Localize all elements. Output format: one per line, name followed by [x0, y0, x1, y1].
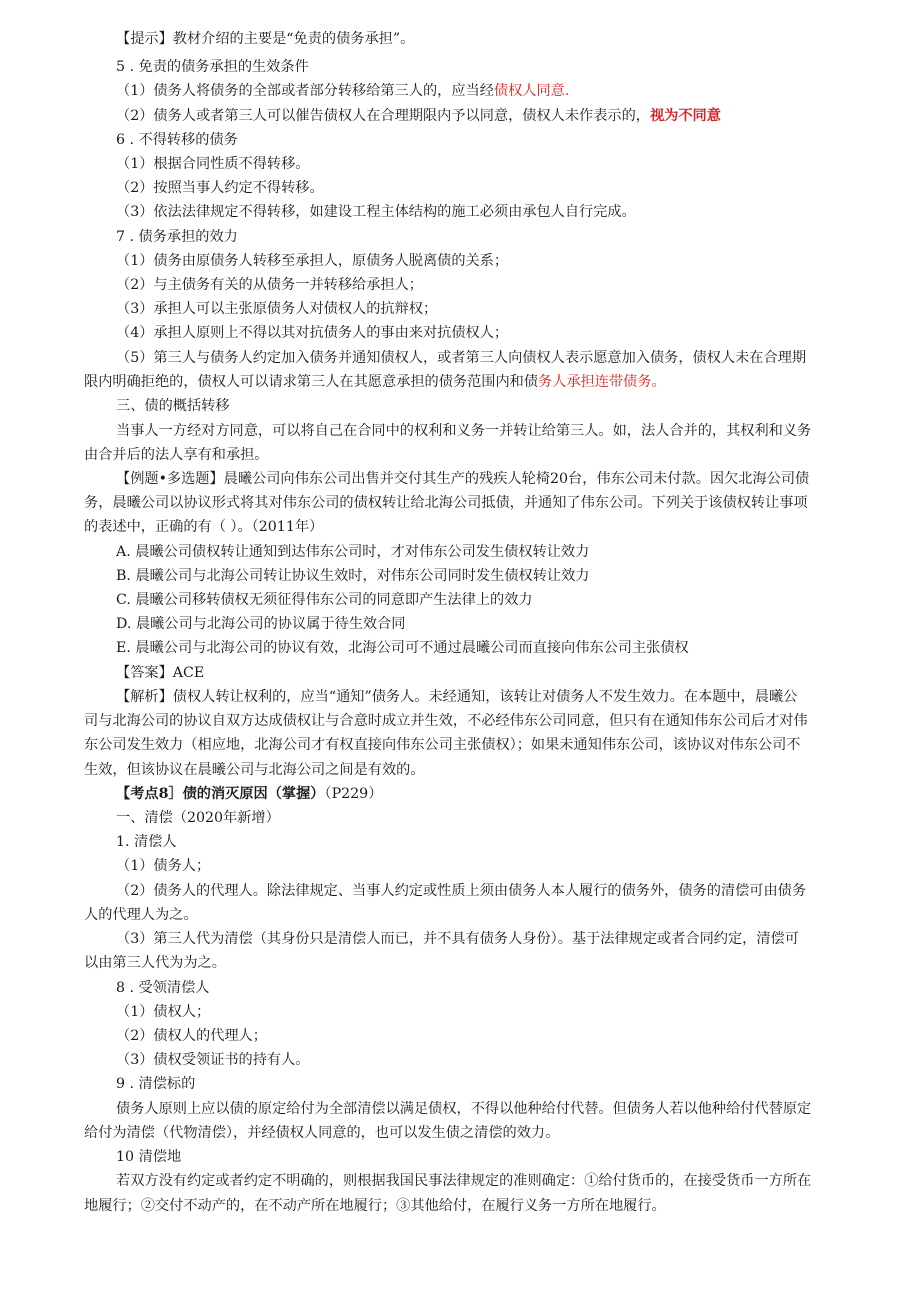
text-line	[116, 613, 405, 635]
text-line	[116, 928, 799, 950]
text-segment: 1. 清偿人	[116, 834, 177, 850]
text-segment: 给付为清偿（代物清偿），并经债权人同意的，也可以发生债之清偿的效力。	[84, 1125, 560, 1141]
text-line	[116, 541, 589, 563]
text-segment: （3）第三人代为清偿（其身份只是清偿人而已，并不具有债务人身份）。基于法律规定或者合同约定，清偿可	[116, 931, 799, 947]
text-line	[84, 1122, 559, 1144]
text-segment: 10 清偿地	[116, 1149, 182, 1165]
text-segment: E. 晨曦公司与北海公司的协议有效，北海公司可不通过晨曦公司而直接向伟东公司主张债权	[116, 640, 689, 656]
text-line	[84, 444, 268, 466]
text-line	[116, 880, 806, 902]
text-line	[116, 129, 238, 151]
text-segment: 债务人原则上应以债的原定给付为全部清偿以满足债权，不得以他种给付代替。但债务人若以他种给付代替原定	[116, 1101, 812, 1117]
text-segment: 三、债的概括转移	[116, 398, 230, 414]
text-segment: 6 . 不得转移的债务	[116, 132, 238, 148]
text-segment: 【考点8］债的消灭原因（掌握）	[116, 786, 325, 802]
text-segment: （1）债务人；	[116, 858, 211, 874]
text-segment: （2）债权人的代理人；	[116, 1028, 267, 1044]
text-line	[116, 977, 210, 999]
text-segment: （1）债务由原债务人转移至承担人，原债务人脱离债的关系；	[116, 253, 509, 269]
text-line	[116, 855, 210, 877]
text-line	[84, 371, 666, 393]
text-segment: 司与北海公司的协议自双方达成债权让与合意时成立并生效，不必经伟东公司同意，但只有在通知伟东公司后才对伟	[84, 713, 808, 729]
text-segment: 以由第三人代为为之。	[84, 955, 226, 971]
text-line	[116, 565, 589, 587]
text-segment: （3）承担人可以主张原债务人对债权人的抗辩权；	[116, 301, 438, 317]
text-line	[116, 1170, 811, 1192]
text-line	[116, 274, 423, 296]
text-segment: 【解析】债权人转让权利的，应当“通知”债务人。未经通知，该转让对债务人不发生效力。在本题中，晨曦公	[116, 689, 798, 705]
text-segment: 务，晨曦公司以协议形式将其对伟东公司的债权转让给北海公司抵债，并通知了伟东公司。下列关于该债权转让事项	[84, 495, 808, 511]
text-line	[116, 347, 806, 369]
text-line	[116, 201, 636, 223]
text-segment: （4）承担人原则上不得以其对抗债务人的事由来对抗债权人；	[116, 325, 509, 341]
text-line	[116, 637, 689, 659]
text-segment: 一、清偿（2020年新增）	[116, 810, 280, 826]
text-line	[84, 1195, 666, 1217]
text-line	[116, 80, 569, 102]
text-line	[84, 904, 198, 926]
text-line	[116, 686, 797, 708]
text-segment: B. 晨曦公司与北海公司转让协议生效时，对伟东公司同时发生债权转让效力	[116, 568, 590, 584]
text-line	[116, 250, 508, 272]
text-segment: 【提示】教材介绍的主要是“免责的债务承担”。	[116, 31, 415, 47]
text-segment: （3）依法法律规定不得转移，如建设工程主体结构的施工必须由承包人自行完成。	[116, 204, 636, 220]
text-segment: （5）第三人与债务人约定加入债务并通知债权人，或者第三人向债权人表示愿意加入债务，债权人未在合理期	[116, 350, 807, 366]
text-segment: 地履行；②交付不动产的，在不动产所在地履行；③其他给付，在履行义务一方所在地履行。	[84, 1198, 666, 1214]
text-line	[116, 28, 414, 50]
text-line	[116, 420, 811, 442]
text-line	[116, 662, 204, 684]
text-segment: 7 . 债务承担的效力	[116, 229, 238, 245]
text-segment: 东公司发生效力（相应地，北海公司才有权直接向伟东公司主张债权）；如果未通知伟东公司，该协议对伟东公司不	[84, 737, 801, 753]
text-segment: （2）与主债务有关的从债务一并转移给承担人；	[116, 277, 423, 293]
text-line	[116, 1025, 267, 1047]
text-segment: C. 晨曦公司移转债权无须征得伟东公司的同意即产生法律上的效力	[116, 592, 533, 608]
text-line	[116, 105, 721, 127]
text-segment: 9 . 清偿标的	[116, 1076, 196, 1092]
text-line	[116, 831, 177, 853]
text-segment: （2）债务人或者第三人可以催告债权人在合理期限内予以同意，债权人未作表示的，	[116, 108, 650, 124]
text-line	[116, 807, 280, 829]
text-line	[116, 1098, 811, 1120]
text-segment: （P229）	[324, 786, 383, 802]
text-line	[116, 395, 230, 417]
text-line	[116, 298, 437, 320]
text-segment: （1）债权人；	[116, 1004, 211, 1020]
highlight-text: 债权人同意.	[493, 83, 570, 99]
text-line	[84, 952, 226, 974]
highlight-text: 视为不同意	[649, 108, 721, 124]
text-line	[84, 734, 800, 756]
highlight-text: 务人承担连带债务。	[538, 374, 666, 390]
text-line	[116, 177, 324, 199]
text-segment: A. 晨曦公司债权转让通知到达伟东公司时，才对伟东公司发生债权转让效力	[116, 544, 590, 560]
text-segment: 5 . 免责的债务承担的生效条件	[116, 59, 309, 75]
text-line	[116, 56, 309, 78]
text-segment: 由合并后的法人享有和承担。	[84, 447, 269, 463]
text-segment: 人的代理人为之。	[84, 907, 198, 923]
text-segment: D. 晨曦公司与北海公司的协议属于待生效合同	[116, 616, 406, 632]
text-line	[116, 589, 533, 611]
text-line	[116, 226, 238, 248]
text-segment: 【答案】ACE	[116, 665, 205, 681]
text-line	[116, 1073, 195, 1095]
text-segment: 限内明确拒绝的，债权人可以请求第三人在其愿意承担的债务范围内和债	[84, 374, 539, 390]
text-line	[116, 468, 809, 490]
text-line	[116, 322, 508, 344]
text-segment: （3）债权受领证书的持有人。	[116, 1052, 310, 1068]
text-line	[116, 1146, 181, 1168]
text-segment: 【例题•多选题】晨曦公司向伟东公司出售并交付其生产的残疾人轮椅20台，伟东公司未付款。因欠北海公司债	[116, 471, 810, 487]
text-line	[84, 516, 323, 538]
text-segment: （1）债务人将债务的全部或者部分转移给第三人的，应当经	[116, 83, 494, 99]
text-segment: （1）根据合同性质不得转移。	[116, 156, 310, 172]
text-line	[84, 759, 425, 781]
text-segment: 8 . 受领清偿人	[116, 980, 210, 996]
text-segment: 生效，但该协议在晨曦公司与北海公司之间是有效的。	[84, 762, 425, 778]
text-line	[116, 153, 309, 175]
text-line	[84, 492, 808, 514]
text-line	[84, 710, 808, 732]
text-segment: （2）按照当事人约定不得转移。	[116, 180, 324, 196]
text-segment: 的表述中，正确的有（ ）。（2011年）	[84, 519, 324, 535]
text-line	[116, 1049, 309, 1071]
text-segment: 当事人一方经对方同意，可以将自己在合同中的权利和义务一并转让给第三人。如，法人合并的，其权利和义务	[116, 423, 812, 439]
text-segment: （2）债务人的代理人。除法律规定、当事人约定或性质上须由债务人本人履行的债务外，债务的清偿可由债务	[116, 883, 807, 899]
text-line	[116, 1001, 210, 1023]
text-segment: 若双方没有约定或者约定不明确的，则根据我国民事法律规定的准则确定：①给付货币的，在接受货币一方所在	[116, 1173, 812, 1189]
text-line	[116, 783, 382, 805]
